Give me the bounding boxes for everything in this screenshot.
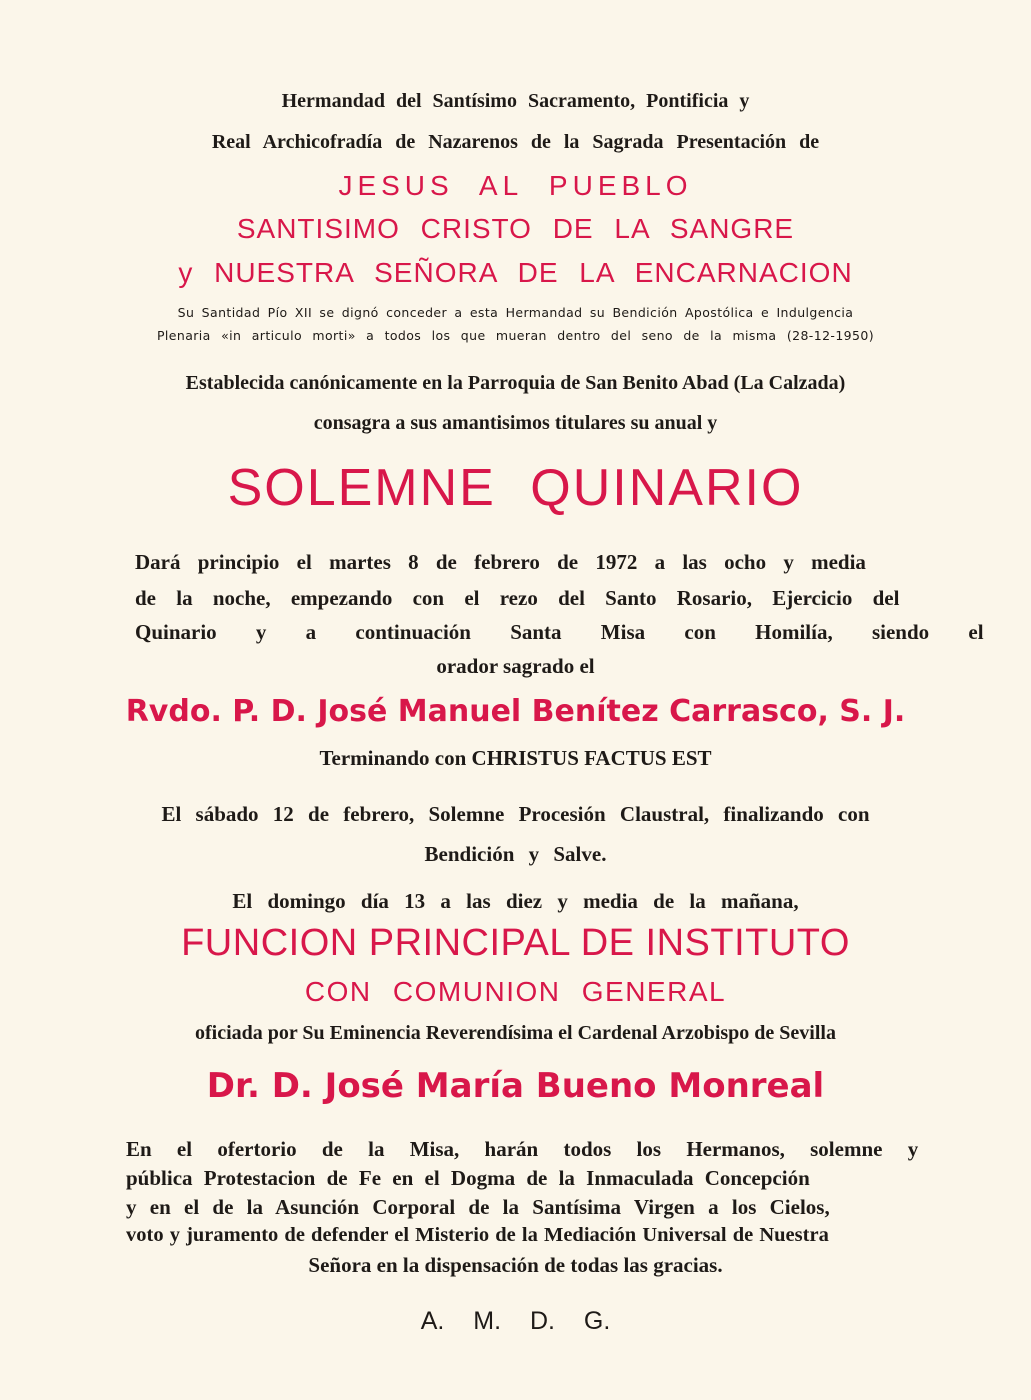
domingo-line: El domingo día 13 a las diez y media de la mañana,	[232, 889, 799, 913]
titular-jesus: JESUS AL PUEBLO	[338, 170, 693, 201]
ofertorio-line-2	[126, 1166, 888, 1191]
header-line-1: Hermandad del Santísimo Sacramento, Pontificia y	[281, 90, 750, 112]
quinario-line-4: orador sagrado el	[436, 654, 595, 678]
oficiada-line: oficiada por Su Eminencia Reverendísima el Cardenal Arzobispo de Sevilla	[195, 1022, 836, 1044]
ofertorio-line-5: Señora en la dispensación de todas las gracias.	[308, 1253, 723, 1277]
titular-senora: y NUESTRA SEÑORA DE LA ENCARNACION	[178, 257, 853, 288]
sabado-line-1: El sábado 12 de febrero, Solemne Procesión Claustral, finalizando con	[161, 802, 870, 826]
quinario-line-3-text: Quinario y a continuación Santa Misa con Homilía, siendo el	[135, 620, 984, 644]
sede-line-1: Establecida canónicamente en la Parroquia de San Benito Abad (La Calzada)	[185, 372, 846, 394]
ofertorio-line-4	[126, 1224, 888, 1247]
ofertorio-line-1-text: En el ofertorio de la Misa, harán todos los Hermanos, solemne y	[126, 1137, 919, 1161]
ofertorio-line-1	[126, 1137, 919, 1162]
terminando-line: Terminando con CHRISTUS FACTUS EST	[319, 746, 712, 770]
funcion-subtitle: CON COMUNION GENERAL	[304, 976, 727, 1007]
ofertorio-line-4-text: voto y juramento de defender el Misterio de la Mediación Universal de Nuestra	[126, 1224, 829, 1246]
funcion-title: FUNCION PRINCIPAL DE INSTITUTO	[181, 922, 850, 964]
bendicion-line-1: Su Santidad Pío XII se dignó conceder a esta Hermandad su Bendición Apostólica e Indulgencia	[177, 305, 854, 320]
bendicion-line-2: Plenaria «in articulo morti» a todos los que mueran dentro del seno de la misma (28-12-1950)	[156, 328, 875, 343]
header-line-2: Real Archicofradía de Nazarenos de la Sagrada Presentación de	[211, 131, 820, 153]
ofertorio-line-3	[126, 1195, 888, 1220]
quinario-line-1-text: Dará principio el martes 8 de febrero de 1972 a las ocho y media	[135, 550, 866, 574]
amdg-footer: A. M. D. G.	[420, 1307, 611, 1335]
titular-cristo: SANTISIMO CRISTO DE LA SANGRE	[236, 213, 795, 244]
sede-line-2: consagra a sus amantisimos titulares su anual y	[313, 412, 718, 434]
ofertorio-line-3-text: y en el de la Asunción Corporal de la Santísima Virgen a los Cielos,	[126, 1195, 830, 1219]
quinario-line-2	[135, 586, 898, 611]
quinario-line-1	[135, 550, 898, 575]
quinario-line-2-text: de la noche, empezando con el rezo del Santo Rosario, Ejercicio del	[135, 586, 900, 610]
cardenal-name: Dr. D. José María Bueno Monreal	[206, 1066, 825, 1106]
ofertorio-line-2-text: pública Protestacion de Fe en el Dogma de la Inmaculada Concepción	[126, 1166, 810, 1190]
sabado-line-2: Bendición y Salve.	[424, 842, 607, 866]
orador-name: Rvdo. P. D. José Manuel Benítez Carrasco, S. J.	[125, 694, 906, 729]
quinario-line-3	[135, 620, 984, 645]
main-title: SOLEMNE QUINARIO	[227, 459, 804, 517]
